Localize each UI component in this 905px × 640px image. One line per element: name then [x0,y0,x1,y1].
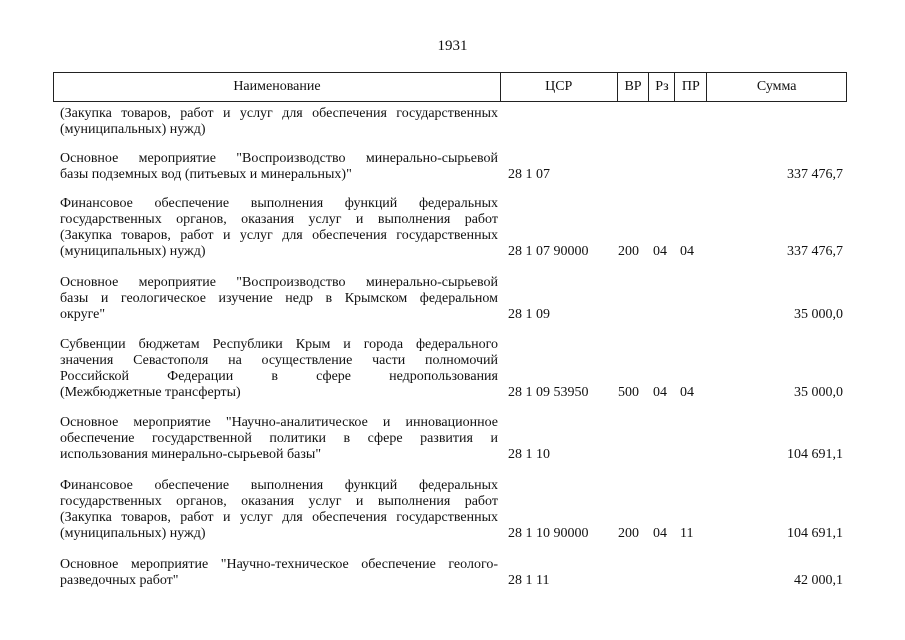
row-name-line: Финансовое обеспечение выполнения функций федеральных [60,478,498,493]
row-sum: 104 691,1 [787,447,843,462]
row-name-line: Российской Федерации в сфере недропользования [60,369,498,384]
row-name-line: базы подземных вод (питьевых и минеральных)" [60,167,352,182]
row-csr: 28 1 10 [508,447,550,462]
row-rz: 04 [653,526,667,541]
row-sum: 35 000,0 [794,385,843,400]
row-pr: 04 [680,244,694,259]
table-row [60,337,845,401]
row-vr: 500 [618,385,639,400]
row-name [60,557,498,589]
row-name-line: (Закупка товаров, работ и услуг для обеспечения государственных [60,510,498,525]
page-number: 1931 [437,38,468,54]
row-name-line: Основное мероприятие "Научно-аналитическое и инновационное [60,415,498,430]
row-name-line: Субвенции бюджетам Республики Крым и города федерального [60,337,498,352]
row-name-line: государственных органов, оказания услуг и выполнения работ [60,494,498,509]
header-vr: ВР [618,73,650,101]
row-name-line: Основное мероприятие "Воспроизводство минерально-сырьевой [60,275,498,290]
header-csr: ЦСР [501,73,618,101]
row-pr: 11 [680,526,694,541]
row-name-line: (Закупка товаров, работ и услуг для обеспечения государственных [60,106,498,121]
row-vr: 200 [618,244,639,259]
table-row [60,106,845,138]
row-name-line: значения Севастополя на осуществление части полномочий [60,353,498,368]
table-row [60,151,845,183]
header-pr: ПР [675,73,707,101]
row-name-line: разведочных работ" [60,573,179,588]
row-sum: 337 476,7 [787,167,843,182]
row-name [60,478,498,542]
row-name [60,106,498,138]
header-rz: Рз [649,73,675,101]
row-name [60,337,498,401]
table-row [60,478,845,542]
row-name-line: базы и геологическое изучение недр в Крымском федеральном [60,291,498,306]
row-sum: 104 691,1 [787,526,843,541]
row-csr: 28 1 11 [508,573,550,588]
row-name [60,151,498,183]
table-row [60,415,845,463]
row-sum: 42 000,1 [794,573,843,588]
row-sum: 35 000,0 [794,307,843,322]
row-csr: 28 1 07 [508,167,550,182]
header-name: Наименование [54,73,501,101]
row-name-line: округе" [60,307,106,322]
row-csr: 28 1 07 90000 [508,244,589,259]
row-rz: 04 [653,385,667,400]
table-row [60,557,845,589]
row-pr: 04 [680,385,694,400]
table-header [53,72,847,102]
row-name [60,415,498,463]
row-rz: 04 [653,244,667,259]
row-csr: 28 1 09 53950 [508,385,589,400]
row-name [60,275,498,323]
row-name-line: обеспечение государственной политики в сфере развития и [60,431,498,446]
row-name-line: Основное мероприятие "Воспроизводство минерально-сырьевой [60,151,498,166]
row-name-line: (муниципальных) нужд) [60,526,206,541]
row-csr: 28 1 09 [508,307,550,322]
row-csr: 28 1 10 90000 [508,526,589,541]
row-name-line: Основное мероприятие "Научно-техническое обеспечение геолого- [60,557,498,572]
row-name-line: (Межбюджетные трансферты) [60,385,241,400]
row-name-line: (муниципальных) нужд) [60,122,206,137]
row-vr: 200 [618,526,639,541]
header-sum: Сумма [756,79,797,94]
row-name-line: Финансовое обеспечение выполнения функций федеральных [60,196,498,211]
row-name [60,196,498,260]
table-row [60,196,845,260]
table-row [60,275,845,323]
row-name-line: использования минерально-сырьевой базы" [60,447,322,462]
row-name-line: (Закупка товаров, работ и услуг для обеспечения государственных [60,228,498,243]
row-name-line: (муниципальных) нужд) [60,244,206,259]
row-sum: 337 476,7 [787,244,843,259]
row-name-line: государственных органов, оказания услуг и выполнения работ [60,212,498,227]
